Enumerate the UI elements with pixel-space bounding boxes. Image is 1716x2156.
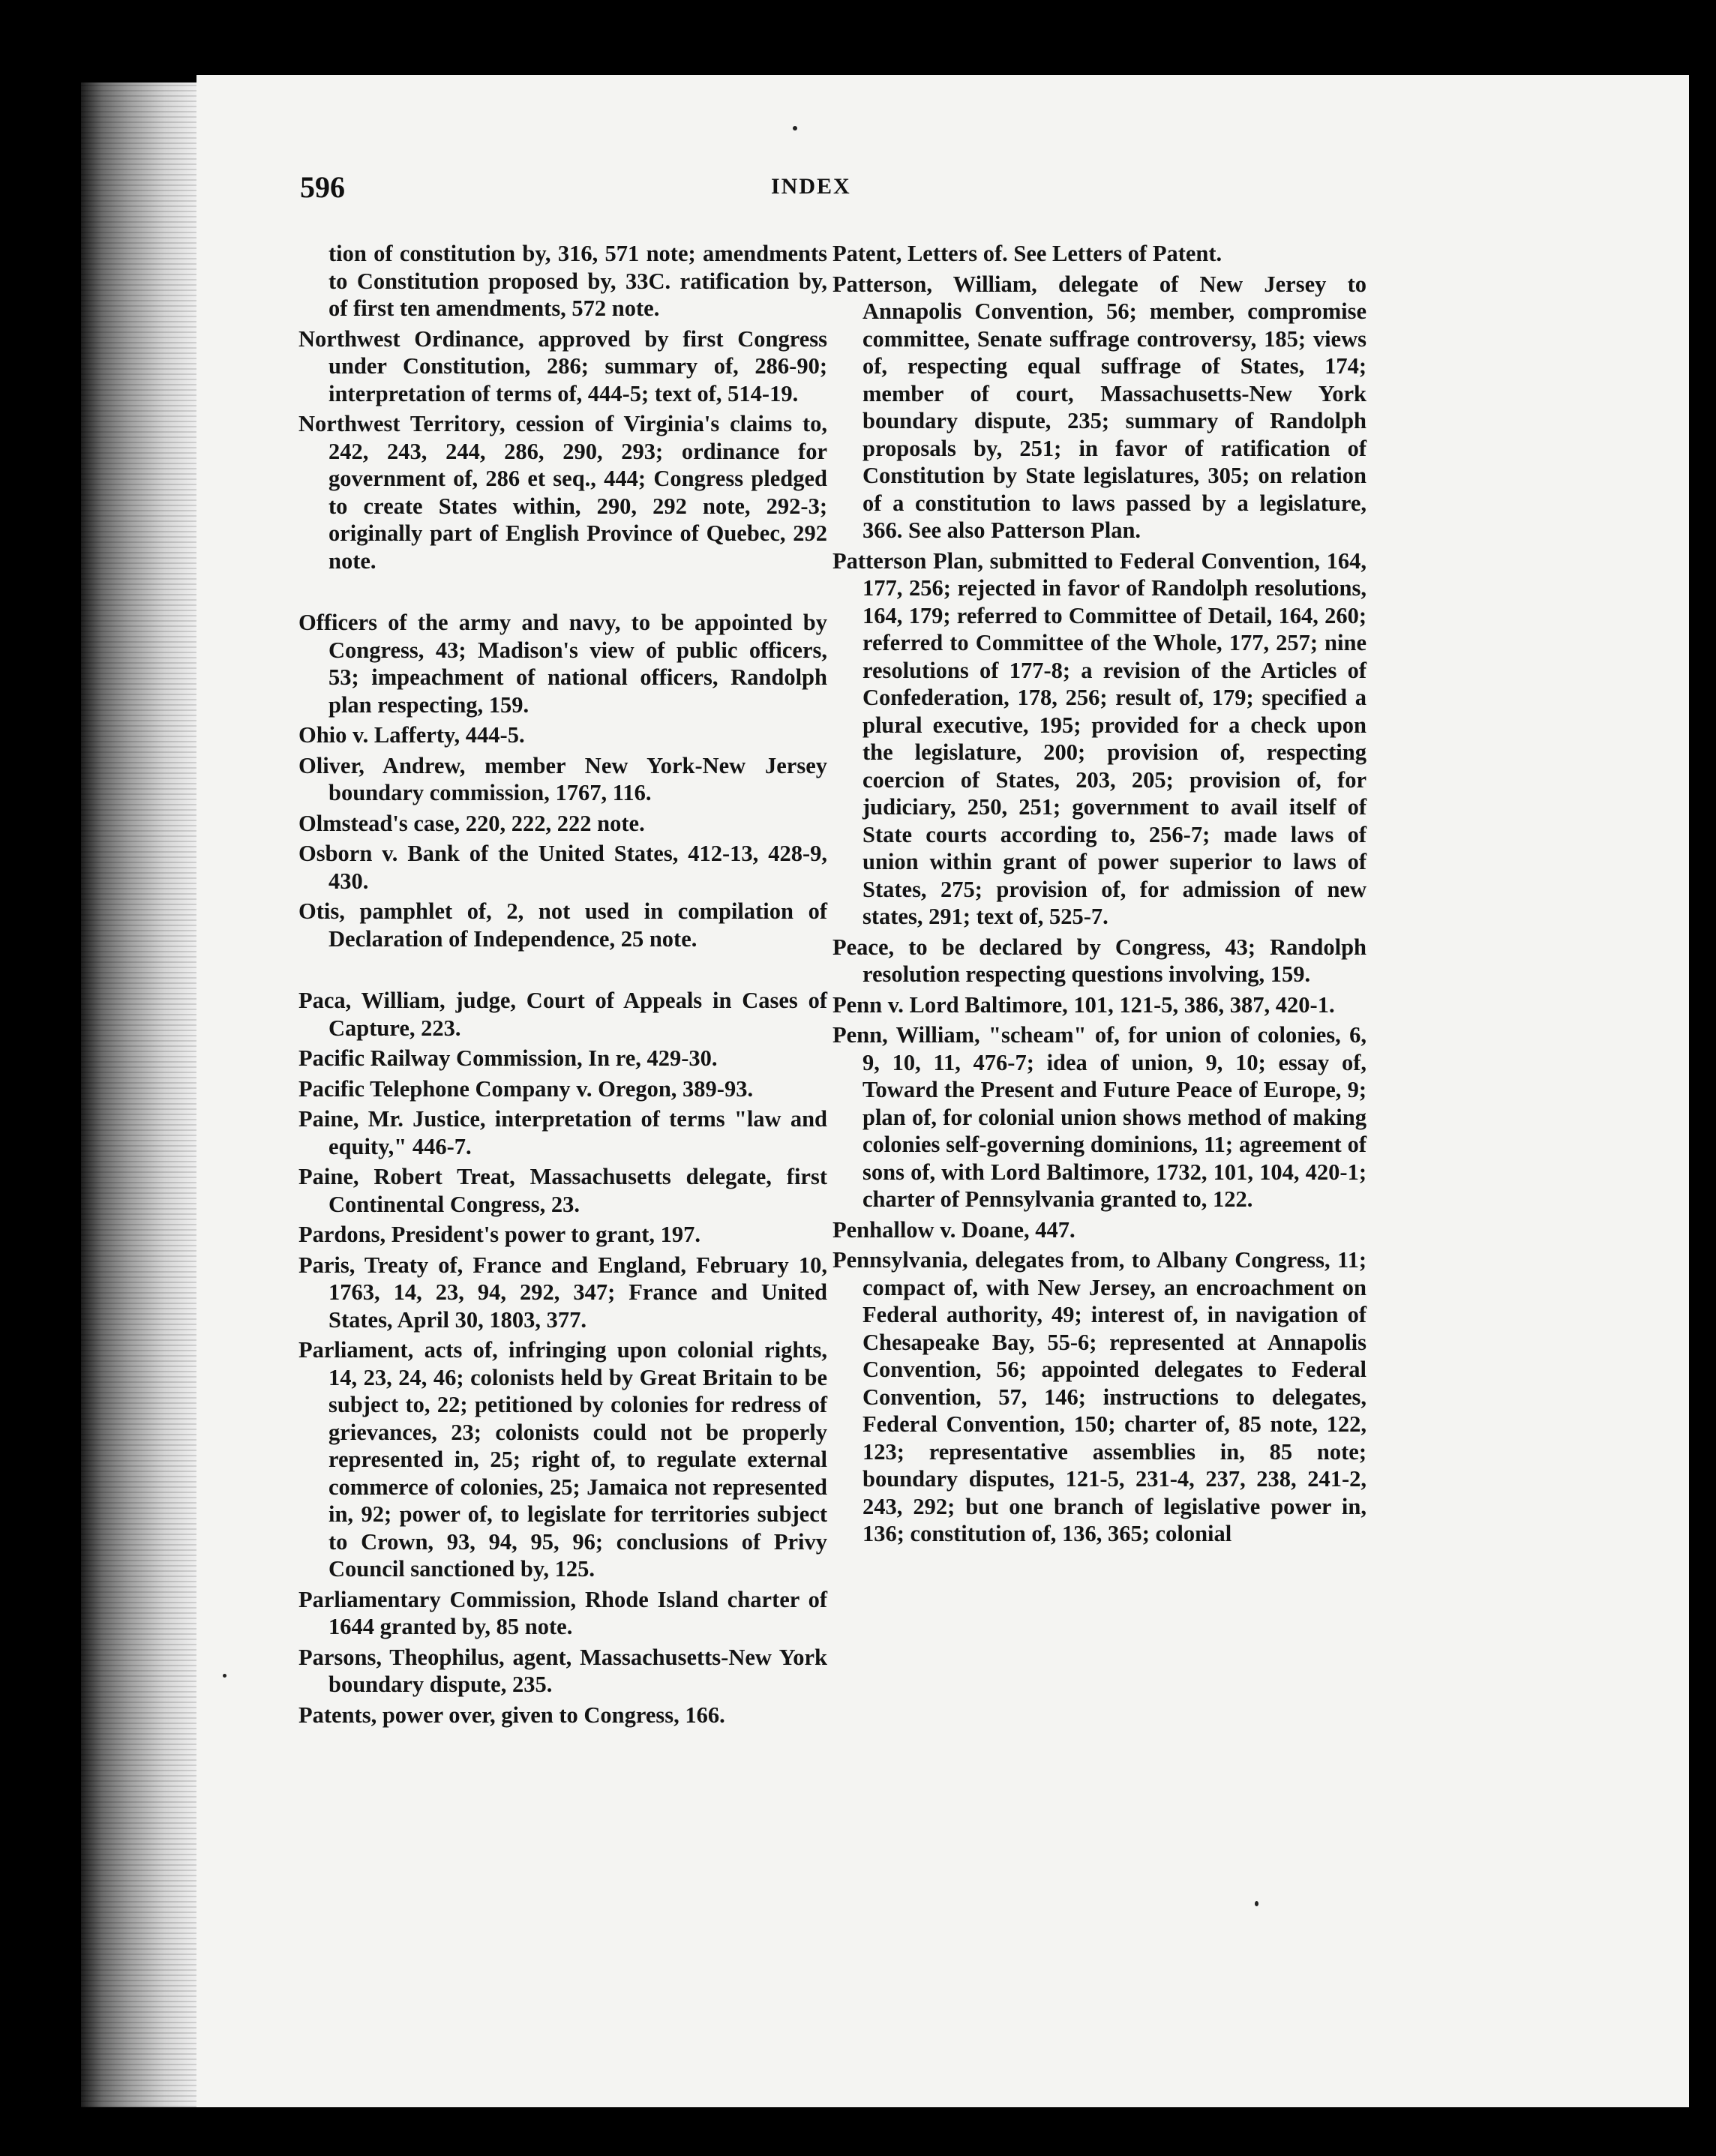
index-entry: Oliver, Andrew, member New York-New Jersey boundary commission, 1767, 116. [298, 752, 827, 805]
book-page-edges [81, 82, 201, 2107]
page-number: 596 [300, 170, 345, 204]
index-entry: Penhallow v. Doane, 447. [832, 1216, 1076, 1243]
index-entry: Paca, William, judge, Court of Appeals in Cases of Capture, 223. [298, 988, 827, 1041]
section-gap [298, 577, 827, 609]
index-entry: Ohio v. Lafferty, 444-5. [298, 722, 525, 748]
index-entry: Northwest Ordinance, approved by first Congress under Constitution, 286; summary of, 286-90; interpretation of terms of, 444-5; text of, 514-19. [298, 325, 827, 406]
index-entry: Pacific Telephone Company v. Oregon, 389-93. [298, 1075, 754, 1102]
index-entry: Peace, to be declared by Congress, 43; Randolph resolution respecting questions involving, 159. [832, 934, 1366, 987]
index-entry: Pennsylvania, delegates from, to Albany Congress, 11; compact of, with New Jersey, an encroachment on Federal authority, 49; interest of, in navigation of Chesapeake Bay, 55-6; represented at Annapolis Convention, 56; appointed delegates to Federal Convention, 57, 146; instructions to delegates, Federal Convention, 150; charter of, 85 note, 122, 123; representative assemblies in, 85 note; boundary disputes, 121-5, 231-4, 237, 238, 241-2, 243, 292; but one branch of legislative power in, 136; constitution of, 136, 365; colonial [832, 1247, 1366, 1546]
index-entry: tion of constitution by, 316, 571 note; amendments to Constitution proposed by, 33C. ratification by, of first ten amendments, 572 note. [328, 241, 827, 321]
index-entry: Otis, pamphlet of, 2, not used in compilation of Declaration of Independence, 25 note. [298, 898, 827, 952]
section-gap [298, 955, 827, 987]
index-entry: Osborn v. Bank of the United States, 412-13, 428-9, 430. [298, 841, 827, 894]
index-entry: Paine, Mr. Justice, interpretation of terms "law and equity," 446-7. [298, 1106, 827, 1159]
index-entry: Patents, power over, given to Congress, 166. [298, 1702, 725, 1728]
index-entry: Paris, Treaty of, France and England, February 10, 1763, 14, 23, 94, 292, 347; France and United States, April 30, 1803, 377. [298, 1252, 827, 1333]
index-entry: Penn v. Lord Baltimore, 101, 121-5, 386, 387, 420-1. [832, 991, 1335, 1018]
index-entry: Pacific Railway Commission, In re, 429-30. [298, 1045, 718, 1071]
index-column-left [298, 240, 827, 1732]
index-entry: Patterson, William, delegate of New Jersey to Annapolis Convention, 56; member, compromise committee, Senate suffrage controversy, 185; views of, respecting equal suffrage of States, 174; member of court, Massachusetts-New York boundary dispute, 235; summary of Randolph proposals by, 251; in favor of ratification of Constitution by State legislatures, 305; on relation of a constitution to laws passed by a legislature, 366. See also Patterson Plan. [832, 271, 1366, 543]
index-entry: Pardons, President's power to grant, 197. [298, 1222, 700, 1247]
index-column-right [832, 240, 1366, 1551]
index-entry: Parsons, Theophilus, agent, Massachusetts-New York boundary dispute, 235. [298, 1644, 827, 1697]
page-header [300, 169, 1050, 214]
index-entry: Parliament, acts of, infringing upon colonial rights, 14, 23, 24, 46; colonists held by Great Britain to be subject to, 22; petitioned by colonies for redress of grievances, 23; colonists could not be properly represented in, 25; right of, to regulate external commerce of colonies, 25; Jamaica not represented in, 92; power of, to legislate for territories subject to Crown, 93, 94, 95, 96; conclusions of Privy Council sanctioned by, 125. [298, 1337, 827, 1582]
dust-speck [1255, 1901, 1258, 1906]
dust-speck [223, 1674, 226, 1678]
index-entry: Northwest Territory, cession of Virginia's claims to, 242, 243, 244, 286, 290, 293; ordinance for government of, 286 et seq., 444; Congress pledged to create States within, 290, 292 note, 292-3; originally part of English Province of Quebec, 292 note. [298, 411, 827, 574]
index-entry: Patterson Plan, submitted to Federal Convention, 164, 177, 256; rejected in favor of Randolph resolutions, 164, 179; referred to Committee of Detail, 164, 260; referred to Committee of the Whole, 177, 257; nine resolutions of 177-8; a revision of the Articles of Confederation, 178, 256; result of, 179; specified a plural executive, 195; provided for a check upon the legislature, 200; provision of, respecting coercion of States, 203, 205; provision of, for judiciary, 250, 251; government to avail itself of State courts according to, 256-7; made laws of union within grant of power superior to laws of States, 275; provision of, for admission of new states, 291; text of, 525-7. [832, 547, 1366, 929]
index-entry: Parliamentary Commission, Rhode Island charter of 1644 granted by, 85 note. [298, 1586, 827, 1639]
index-entry: Paine, Robert Treat, Massachusetts delegate, first Continental Congress, 23. [298, 1164, 827, 1217]
index-entry: Penn, William, "scheam" of, for union of colonies, 6, 9, 10, 11, 476-7; idea of union, 9, 10; essay of, Toward the Present and Future Peace of Europe, 9; plan of, for colonial union shows method of making colonies self-governing dominions, 11; agreement of sons of, with Lord Baltimore, 1732, 101, 104, 420-1; charter of Pennsylvania granted to, 122. [832, 1022, 1366, 1212]
running-head: INDEX [771, 174, 851, 199]
index-entry: Patent, Letters of. See Letters of Patent. [832, 241, 1222, 266]
index-entry: Olmstead's case, 220, 222, 222 note. [298, 810, 645, 836]
dust-speck [793, 126, 797, 130]
index-entry: Officers of the army and navy, to be appointed by Congress, 43; Madison's view of public officers, 53; impeachment of national officers, Randolph plan respecting, 159. [298, 610, 827, 718]
